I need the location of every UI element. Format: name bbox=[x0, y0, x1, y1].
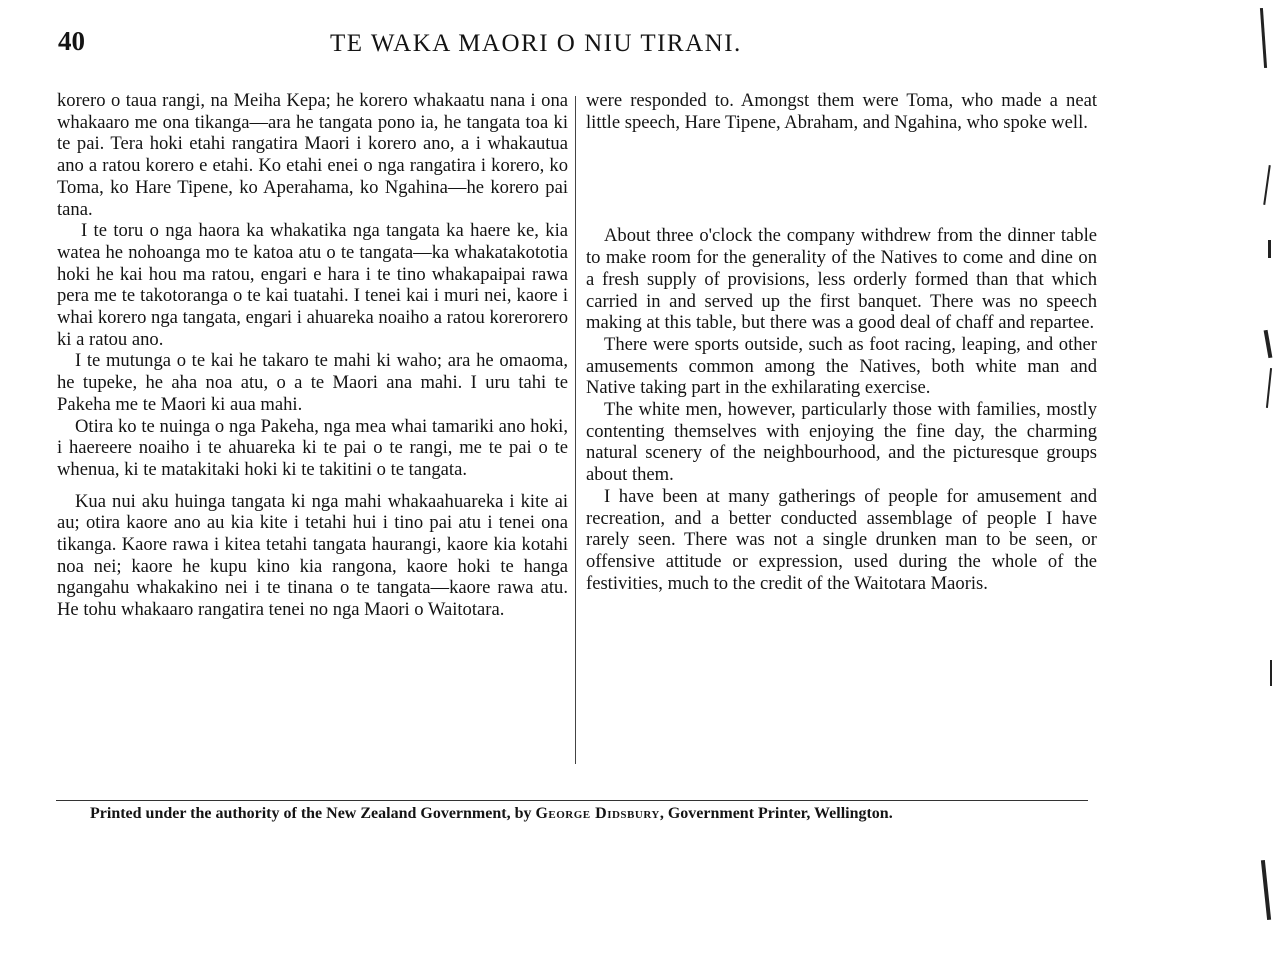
column-divider bbox=[575, 96, 576, 764]
english-column bbox=[586, 90, 1097, 594]
imprint-prefix: Printed under the authority of the New Zealand Government, by bbox=[90, 805, 532, 822]
maori-paragraph: Otira ko te nuinga o nga Pakeha, nga mea whai tamariki ano hoki, i haereere noaiho i te ahuareka ki te pai o te rangi, me te pai o te whenua, ki te matakitaki hoki ki te takitini o te tangata. bbox=[57, 415, 568, 480]
scan-edge-mark bbox=[1261, 860, 1271, 920]
english-paragraph: There were sports outside, such as foot racing, leaping, and other amusements common among the Natives, both white man and Native taking part in the exhilarating exercise. bbox=[586, 333, 1097, 399]
page-number: 40 bbox=[58, 26, 85, 56]
imprint-suffix: , Government Printer, Wellington. bbox=[659, 805, 893, 822]
scan-edge-mark bbox=[1266, 368, 1272, 408]
english-paragraph: I have been at many gatherings of people for amusement and recreation, and a better conducted assemblage of people I have rarely seen. There was not a single drunken man to be seen, or offensive attitude or expression, used during the whole of the festivities, much to the credit of the Waitotara Maoris. bbox=[586, 485, 1097, 594]
maori-paragraph: I te toru o nga haora ka whakatika nga tangata ka haere ke, kia watea he nohoanga mo te katoa atu o te tangata—ka whakatakototia hoki he kai hou ma ratou, engari e hara i te tino whakapaipai rawa pera me te takotoranga o te kai tuatahi. I tenei kai i muri nei, kaore i whai korero nga tangata, engari i ahuareka noaiho a ratou korerorero ki a ratou ano. bbox=[57, 220, 568, 350]
scan-edge-mark bbox=[1270, 660, 1272, 686]
footer-rule bbox=[56, 800, 1088, 801]
scan-edge-mark bbox=[1264, 330, 1273, 358]
maori-column bbox=[57, 90, 568, 621]
scan-edge-mark bbox=[1268, 240, 1271, 258]
maori-paragraph: korero o taua rangi, na Meiha Kepa; he korero whakaatu nana i ona whakaaro me ona tikanga—ara he tangata pono ia, he tangata toa ki te pai. Tera hoki etahi rangatira Maori i korero ano, a i whakautua ano a ratou korero e etahi. Ko etahi enei o nga rangatira i korero, ko Toma, ko Hare Tipene, ko Aperahama, ko Ngahina—he korero pai tana. bbox=[57, 90, 568, 220]
scan-edge-mark bbox=[1263, 165, 1271, 205]
english-paragraph: About three o'clock the company withdrew from the dinner table to make room for the generality of the Natives to come and dine on a fresh supply of provisions, less orderly formed than that which carried in and served up the first banquet. There was no speech making at this table, but there was a good deal of chaff and repartee. bbox=[586, 225, 1097, 334]
printer-imprint bbox=[90, 805, 893, 823]
printer-name: George Didsbury bbox=[535, 805, 660, 822]
maori-paragraph: Kua nui aku huinga tangata ki nga mahi whakaahuareka i kite ai au; otira kaore ano au kia kite i tetahi hui i tino pai atu i tenei ona tikanga. Kaore rawa i kitea tetahi tangata haurangi, kaore kia kotahi noa nei; kaore he kupu kino kia rangona, kaore hoki te hanga ngangahu whakakino nei i te tinana o te tangata—kaore rawa atu. He tohu whakaaro rangatira tenei no nga Maori o Waitotara. bbox=[57, 490, 568, 621]
english-paragraph: were responded to. Amongst them were Toma, who made a neat little speech, Hare Tipene, Abraham, and Ngahina, who spoke well. bbox=[586, 90, 1097, 133]
running-head: TE WAKA MAORI O NIU TIRANI. bbox=[330, 30, 742, 57]
english-paragraph: The white men, however, particularly those with families, mostly contenting themselves with enjoying the fine day, the charming natural scenery of the neighbourhood, and the picturesque groups about them. bbox=[586, 399, 1097, 486]
scan-edge-mark bbox=[1260, 8, 1267, 68]
maori-paragraph: I te mutunga o te kai he takaro te mahi ki waho; ara he omaoma, he tupeke, he aha noa atu, o a te Maori ana mahi. I uru tahi te Pakeha me te Maori ki aua mahi. bbox=[57, 350, 568, 415]
